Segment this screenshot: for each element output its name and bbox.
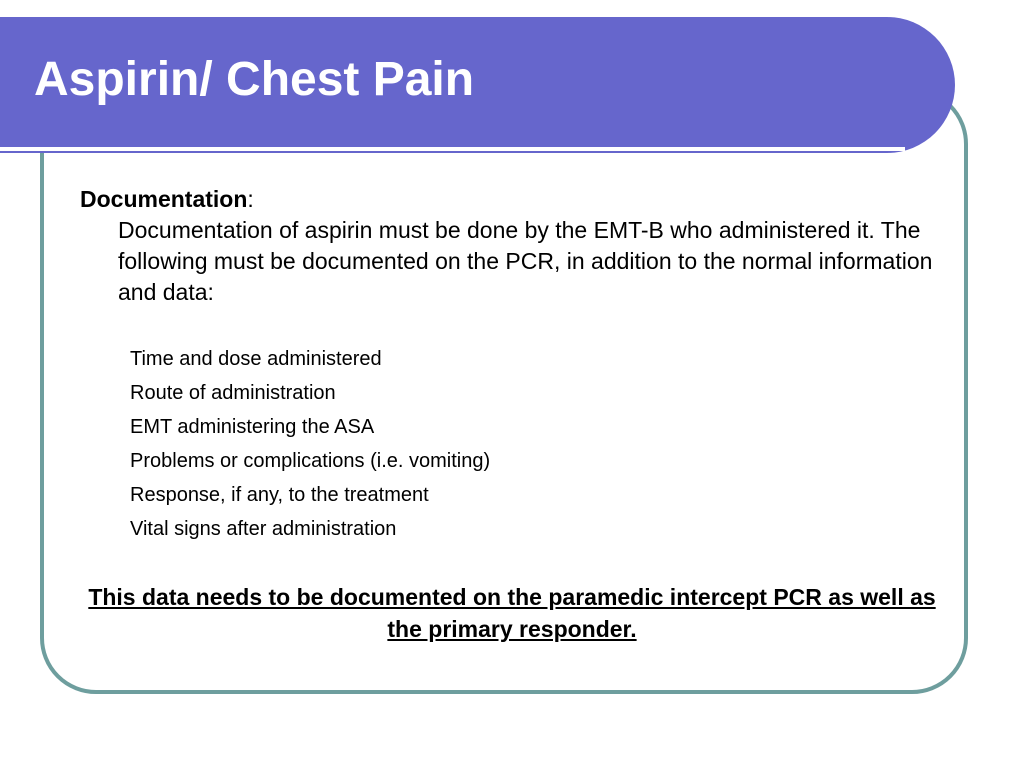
section-intro: Documentation of aspirin must be done by the EMT-B who administered it. The following must be documented on the PCR, in addition to the normal information and data: <box>118 217 933 305</box>
list-item: Response, if any, to the treatment <box>130 484 429 506</box>
section-heading-line <box>80 184 254 215</box>
list-item: Vital signs after administration <box>130 518 397 540</box>
slide-title: Aspirin/ Chest Pain <box>34 53 475 106</box>
list-item: Route of administration <box>130 382 336 404</box>
emphasis-note: This data needs to be documented on the paramedic intercept PCR as well as the primary responder. <box>88 584 936 642</box>
list-item: Problems or complications (i.e. vomiting) <box>130 450 491 472</box>
title-underline-rule <box>0 147 905 151</box>
section-heading: Documentation <box>80 186 248 212</box>
section-heading-colon: : <box>247 186 254 212</box>
documentation-items-list <box>130 342 490 546</box>
list-item: Time and dose administered <box>130 348 382 370</box>
list-item: EMT administering the ASA <box>130 416 375 438</box>
